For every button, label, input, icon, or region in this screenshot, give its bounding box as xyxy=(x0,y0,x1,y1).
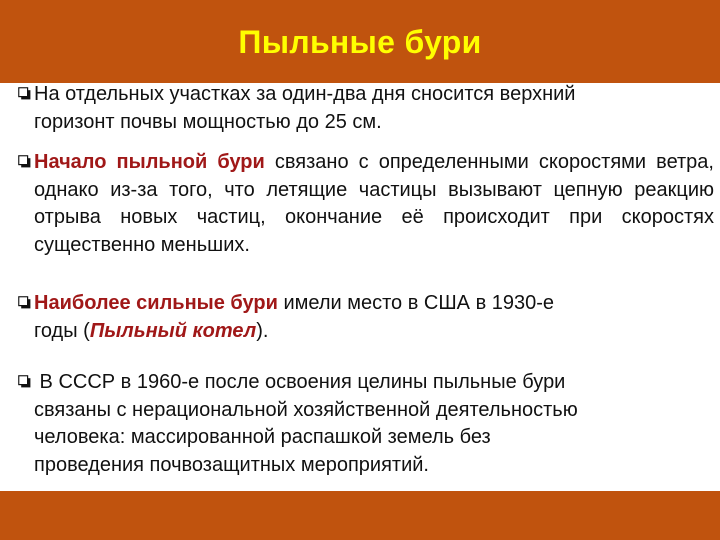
slide-title: Пыльные бури xyxy=(238,24,482,60)
bullet-line: проведения почвозащитных мероприятий. xyxy=(34,453,429,476)
bullet-body: связано с определенными скоростями ветра, однако из-за того, что летящие частицы вызывают цепную реакцию отрыва новых частиц, окончание её происходит при скоростях существенно меньших. xyxy=(34,151,714,256)
bullet-body: ). xyxy=(256,319,269,342)
checkbox-square-icon xyxy=(18,87,31,100)
bullet-item-ussr xyxy=(18,369,714,479)
bullet-line: В СССР в 1960-е после освоения целины пыльные бури xyxy=(34,371,566,393)
bullet-text xyxy=(34,290,714,345)
bullet-body: имели место в США в 1930-е xyxy=(277,292,555,314)
bullet-line: связаны с нерациональной хозяйственной деятельностью xyxy=(34,398,578,421)
highlight-dust-bowl: Пыльный котел xyxy=(89,319,257,342)
bullet-line: горизонт почвы мощностью до 25 см. xyxy=(34,110,382,133)
highlight-strongest-storms: Наиболее сильные бури xyxy=(34,292,278,314)
bullet-text xyxy=(34,369,714,479)
checkbox-square-icon xyxy=(18,375,31,388)
bullet-text xyxy=(34,149,714,259)
highlight-storm-start: Начало пыльной бури xyxy=(34,151,265,173)
bullet-item-topsoil xyxy=(18,81,714,136)
bullet-line xyxy=(34,290,714,318)
bullet-item-storm-start xyxy=(18,149,714,259)
checkbox-square-icon xyxy=(18,296,31,309)
checkbox-square-icon xyxy=(18,155,31,168)
bullet-line xyxy=(34,318,714,346)
bullet-item-strongest-storms xyxy=(18,290,714,345)
bullet-line: На отдельных участках за один-два дня сносится верхний xyxy=(34,83,576,105)
bullet-body: годы ( xyxy=(34,319,90,342)
bullet-line: человека: массированной распашкой земель без xyxy=(34,426,491,448)
bullet-text xyxy=(34,81,714,136)
footer-band xyxy=(0,491,720,540)
